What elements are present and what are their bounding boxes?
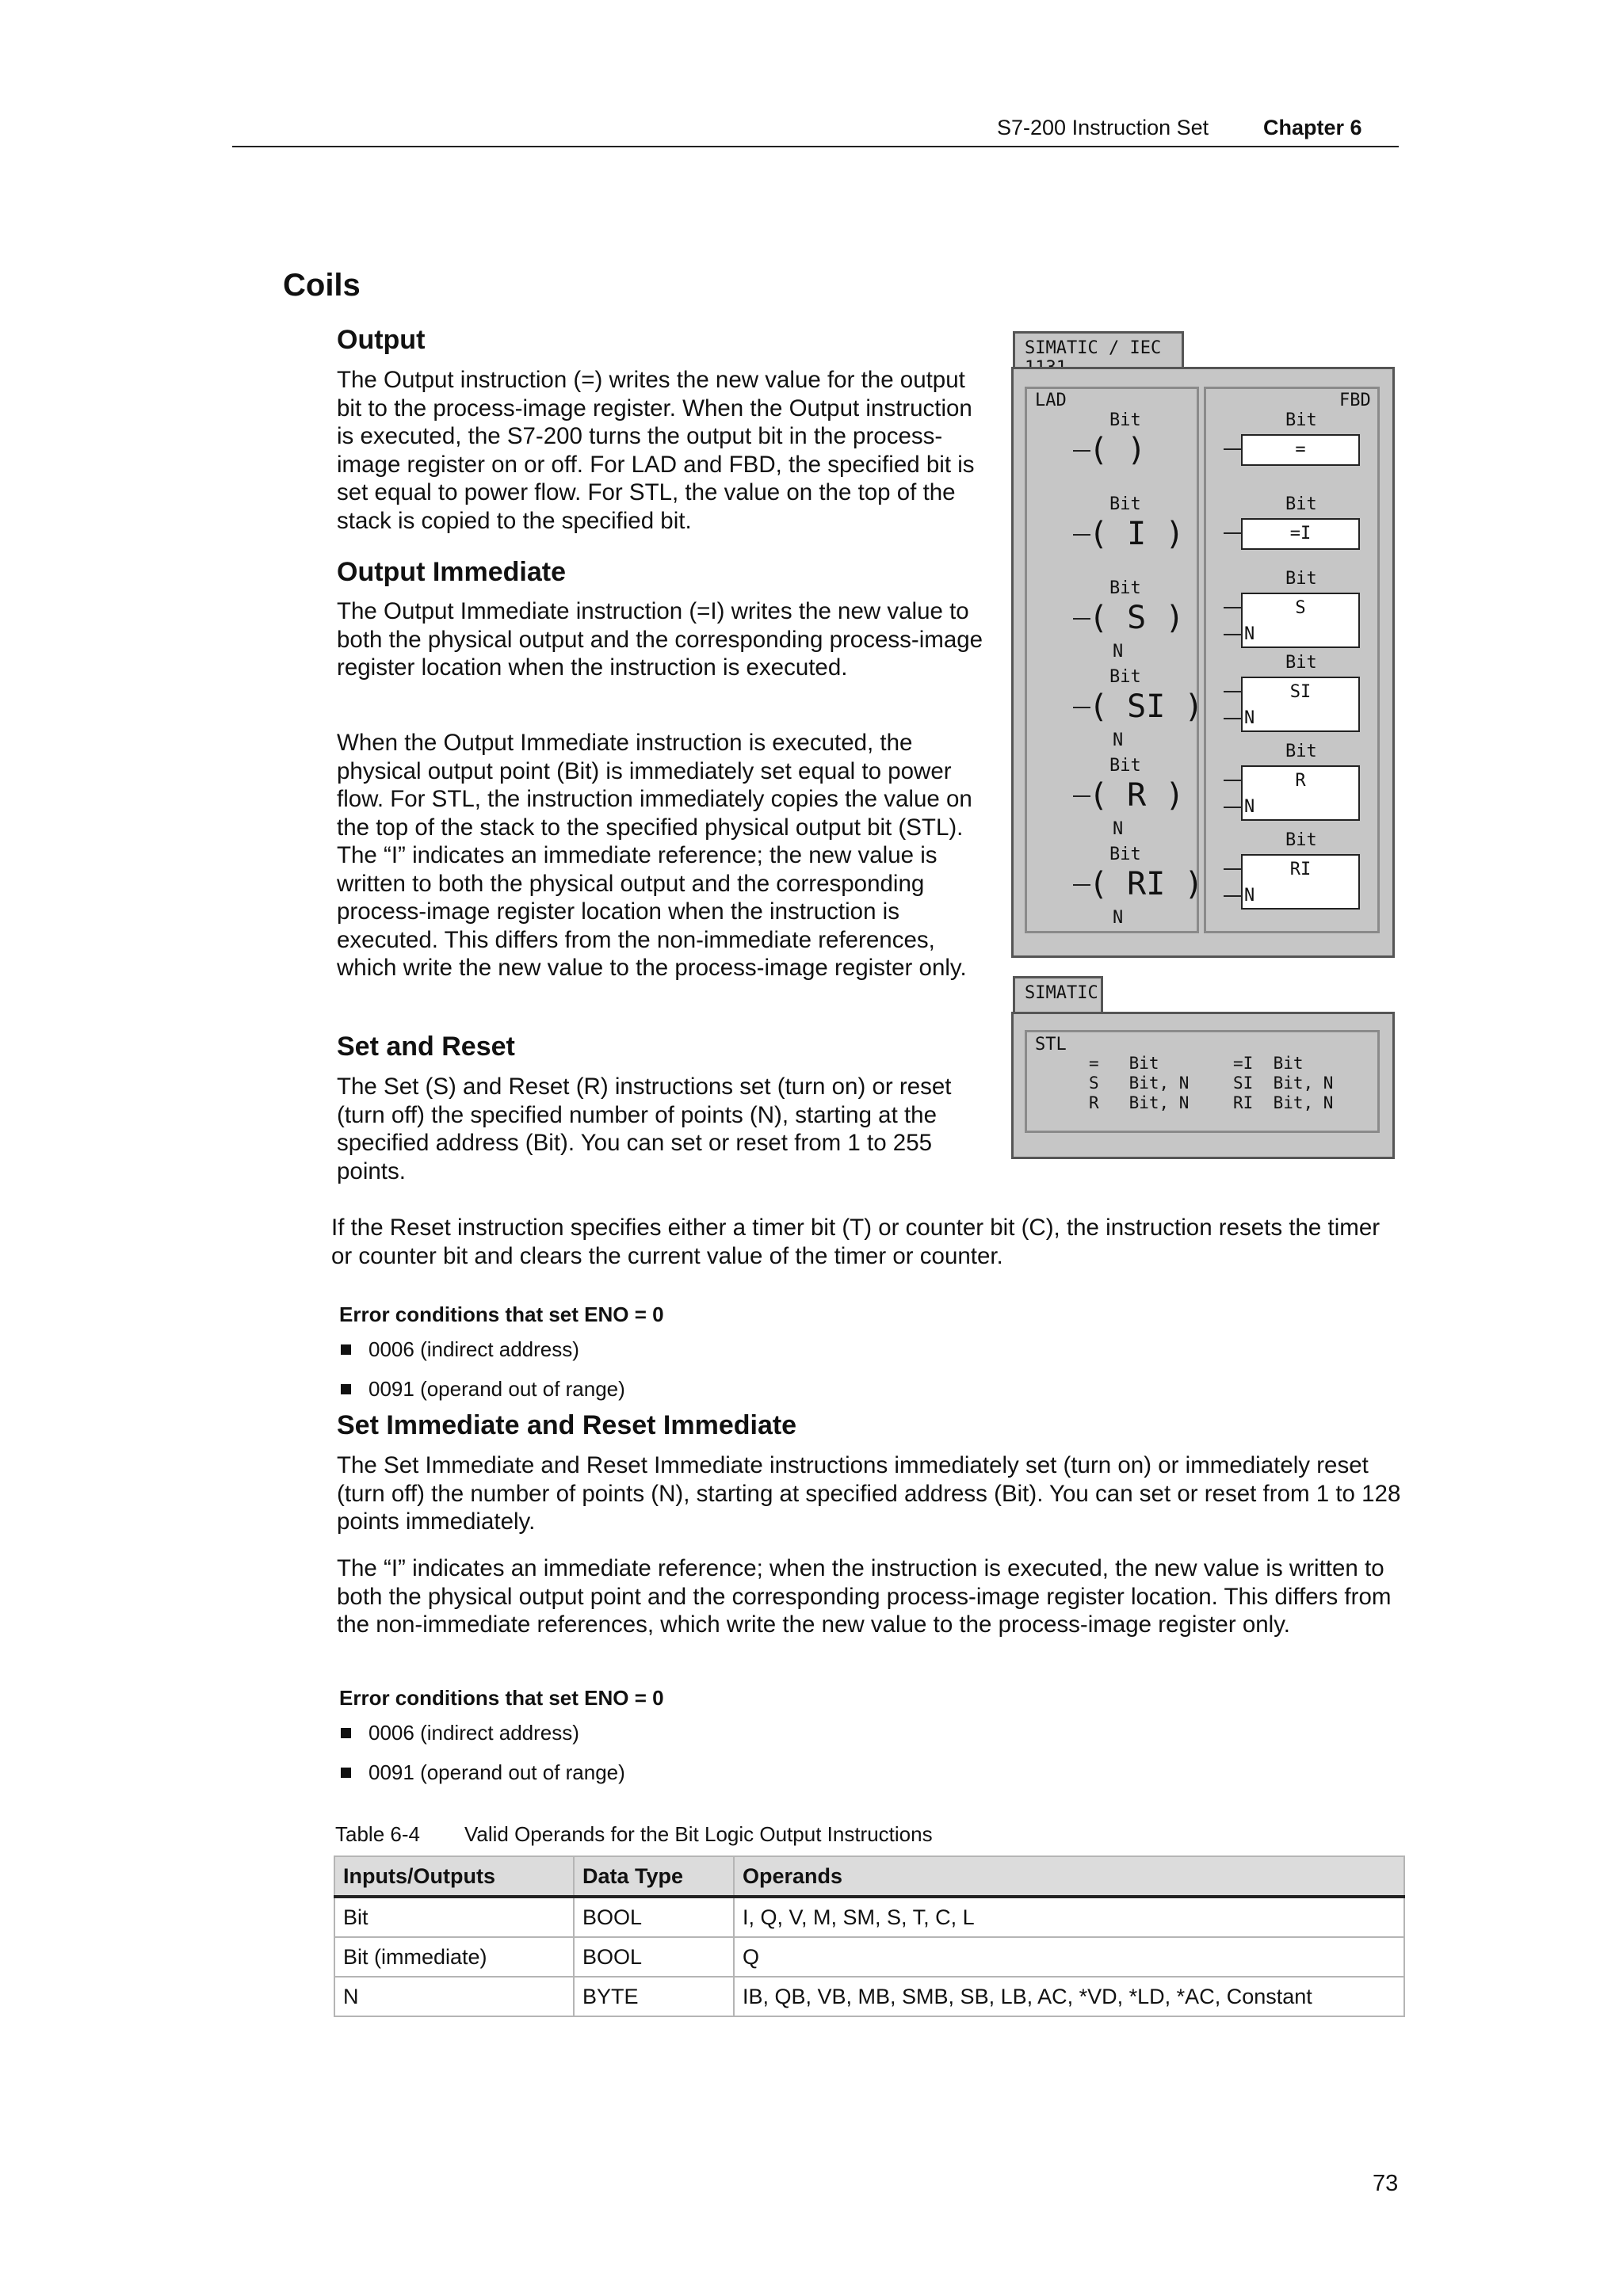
lad-n-label: N [1113, 642, 1124, 662]
fbd-bit-label: Bit [1285, 410, 1317, 430]
table-row [334, 1937, 1404, 1977]
lad-bit-label: Bit [1109, 578, 1141, 598]
lad-coil: ( ) [1089, 432, 1147, 468]
running-header-chapter: Chapter 6 [1263, 116, 1362, 139]
lad-coil: ( I ) [1089, 516, 1185, 552]
fbd-box: =I [1241, 518, 1360, 550]
table-cell: I, Q, V, M, SM, S, T, C, L [734, 1897, 1404, 1937]
bullet-icon [341, 1344, 351, 1355]
stl-column-2 [1233, 1054, 1333, 1113]
table-cell: Bit [334, 1897, 574, 1937]
fbd-box: S [1241, 593, 1360, 648]
fbd-box: SI [1241, 677, 1360, 732]
lad-n-label: N [1113, 819, 1124, 839]
lad-wire [1073, 618, 1090, 620]
stl-line: R Bit, N [1089, 1093, 1190, 1112]
stl-label: STL [1035, 1035, 1067, 1055]
running-header-title: S7-200 Instruction Set [997, 116, 1209, 139]
table-cell: Q [734, 1937, 1404, 1977]
table-header-cell: Inputs/Outputs [334, 1856, 574, 1897]
page-number: 73 [1373, 2171, 1399, 2196]
lad-coil: ( R ) [1089, 777, 1185, 814]
operands-table [334, 1855, 1405, 2017]
set-reset-immediate-error-label: Error conditions that set ENO = 0 [339, 1686, 664, 1710]
simatic-tab: SIMATIC [1013, 976, 1103, 1014]
output-immediate-heading: Output Immediate [337, 557, 567, 587]
fbd-wire [1224, 691, 1241, 692]
fbd-n-label: N [1244, 624, 1255, 644]
lad-coil: ( SI ) [1089, 688, 1204, 725]
fbd-bit-label: Bit [1285, 494, 1317, 514]
set-reset-text-2: If the Reset instruction specifies either a timer bit (T) or counter bit (C), the instruction resets the timer or counter bit and clears the current value of the timer or counter. [331, 1215, 1381, 1269]
lad-n-label: N [1113, 730, 1124, 750]
fbd-box: R [1241, 765, 1360, 821]
lad-wire [1073, 795, 1090, 797]
lad-wire [1073, 534, 1090, 536]
set-reset-text-1: The Set (S) and Reset (R) instructions set (turn on) or reset (turn off) the specified number of points (N), starting at the specified address (Bit). You can set or reset from 1 to 255 points. [337, 1074, 952, 1184]
table-cell: BOOL [574, 1937, 734, 1977]
output-heading: Output [337, 325, 426, 355]
bullet-icon [341, 1768, 351, 1778]
set-reset-immediate-text-1: The Set Immediate and Reset Immediate instructions immediately set (turn on) or immediately reset (turn off) the number of points (N), starting at specified address (Bit). You can set or reset from 1 to 128 points immediately. [337, 1452, 1401, 1535]
fbd-label: FBD [1339, 391, 1371, 410]
lad-wire [1073, 707, 1090, 708]
set-reset-heading: Set and Reset [337, 1032, 515, 1062]
set-reset-error-item: 0006 (indirect address) [341, 1337, 579, 1362]
fbd-box: RI [1241, 854, 1360, 910]
table-cell: Bit (immediate) [334, 1937, 574, 1977]
fbd-n-label: N [1244, 797, 1255, 817]
fbd-wire [1224, 895, 1241, 897]
set-reset-immediate-heading: Set Immediate and Reset Immediate [337, 1410, 797, 1440]
lad-label: LAD [1035, 391, 1067, 410]
set-reset-error-item: 0091 (operand out of range) [341, 1377, 625, 1402]
lad-bit-label: Bit [1109, 667, 1141, 687]
section-title: Coils [283, 268, 361, 303]
table-cell: BYTE [574, 1977, 734, 2016]
lad-bit-label: Bit [1109, 410, 1141, 430]
table-cell: IB, QB, VB, MB, SMB, SB, LB, AC, *VD, *LD, *AC, Constant [734, 1977, 1404, 2016]
lad-bit-label: Bit [1109, 494, 1141, 514]
lad-bit-label: Bit [1109, 845, 1141, 864]
output-immediate-text-2: When the Output Immediate instruction is executed, the physical output point (Bit) is immediately set equal to power flow. For STL, the instruction immediately copies the value on the top of the stack to the specified physical output bit (STL). The “I” indicates an immediate reference; the new value is written to both the physical output and the corresponding process-image register location when the instruction is executed. This differs from the non-immediate references, which write the new value to the process-image register only. [337, 730, 972, 981]
fbd-n-label: N [1244, 708, 1255, 728]
fbd-n-label: N [1244, 886, 1255, 906]
table-row [334, 1897, 1404, 1937]
fbd-bit-label: Bit [1285, 569, 1317, 589]
output-text: The Output instruction (=) writes the new value for the output bit to the process-image register. When the Output instruction is executed, the S7-200 turns the output bit in the process-image register on or off. For LAD and FBD, the specified bit is set equal to power flow. For STL, the value on the top of the stack is copied to the specified bit. [337, 367, 975, 534]
stl-line: = Bit [1089, 1054, 1159, 1073]
fbd-wire [1224, 807, 1241, 808]
set-reset-immediate-text-2: The “I” indicates an immediate reference; when the instruction is executed, the new value is written to both the physical output point and the corresponding process-image register location. This differs from the non-immediate references, which write the new value to the process-image register only. [337, 1555, 1392, 1638]
header-rule [232, 146, 1399, 147]
fbd-wire [1224, 448, 1241, 450]
simatic-iec-tab: SIMATIC / IEC [1013, 331, 1184, 369]
stl-panel [1011, 1012, 1395, 1159]
stl-line: S Bit, N [1089, 1074, 1190, 1093]
stl-line: SI Bit, N [1233, 1074, 1334, 1093]
table-cell: N [334, 1977, 574, 2016]
lad-wire [1073, 450, 1090, 452]
lad-bit-label: Bit [1109, 756, 1141, 776]
output-immediate-text-1: The Output Immediate instruction (=I) writes the new value to both the physical output and the corresponding process-image register location when the instruction is executed. [337, 598, 983, 681]
fbd-wire [1224, 532, 1241, 534]
table-row [334, 1977, 1404, 2016]
lad-coil: ( S ) [1089, 600, 1185, 636]
fbd-bit-label: Bit [1285, 653, 1317, 673]
fbd-wire [1224, 718, 1241, 719]
fbd-wire [1224, 607, 1241, 608]
table-header-cell: Data Type [574, 1856, 734, 1897]
fbd-bit-label: Bit [1285, 830, 1317, 850]
stl-column-1 [1089, 1054, 1189, 1113]
fbd-wire [1224, 868, 1241, 870]
set-reset-immediate-error-item: 0091 (operand out of range) [341, 1760, 625, 1785]
stl-line: RI Bit, N [1233, 1093, 1334, 1112]
fbd-box: = [1241, 434, 1360, 466]
table-header-row [334, 1856, 1404, 1897]
fbd-bit-label: Bit [1285, 742, 1317, 761]
stl-line: =I Bit [1233, 1054, 1304, 1073]
lad-coil: ( RI ) [1089, 866, 1204, 902]
bullet-icon [341, 1384, 351, 1394]
table-cell: BOOL [574, 1897, 734, 1937]
set-reset-immediate-error-item: 0006 (indirect address) [341, 1721, 579, 1745]
table-header-cell: Operands [734, 1856, 1404, 1897]
bullet-icon [341, 1728, 351, 1738]
table-caption: Table 6-4 Valid Operands for the Bit Logic Output Instructions [335, 1822, 933, 1846]
set-reset-error-label: Error conditions that set ENO = 0 [339, 1302, 664, 1326]
fbd-wire [1224, 634, 1241, 635]
fbd-wire [1224, 780, 1241, 781]
lad-n-label: N [1113, 908, 1124, 928]
lad-wire [1073, 884, 1090, 886]
